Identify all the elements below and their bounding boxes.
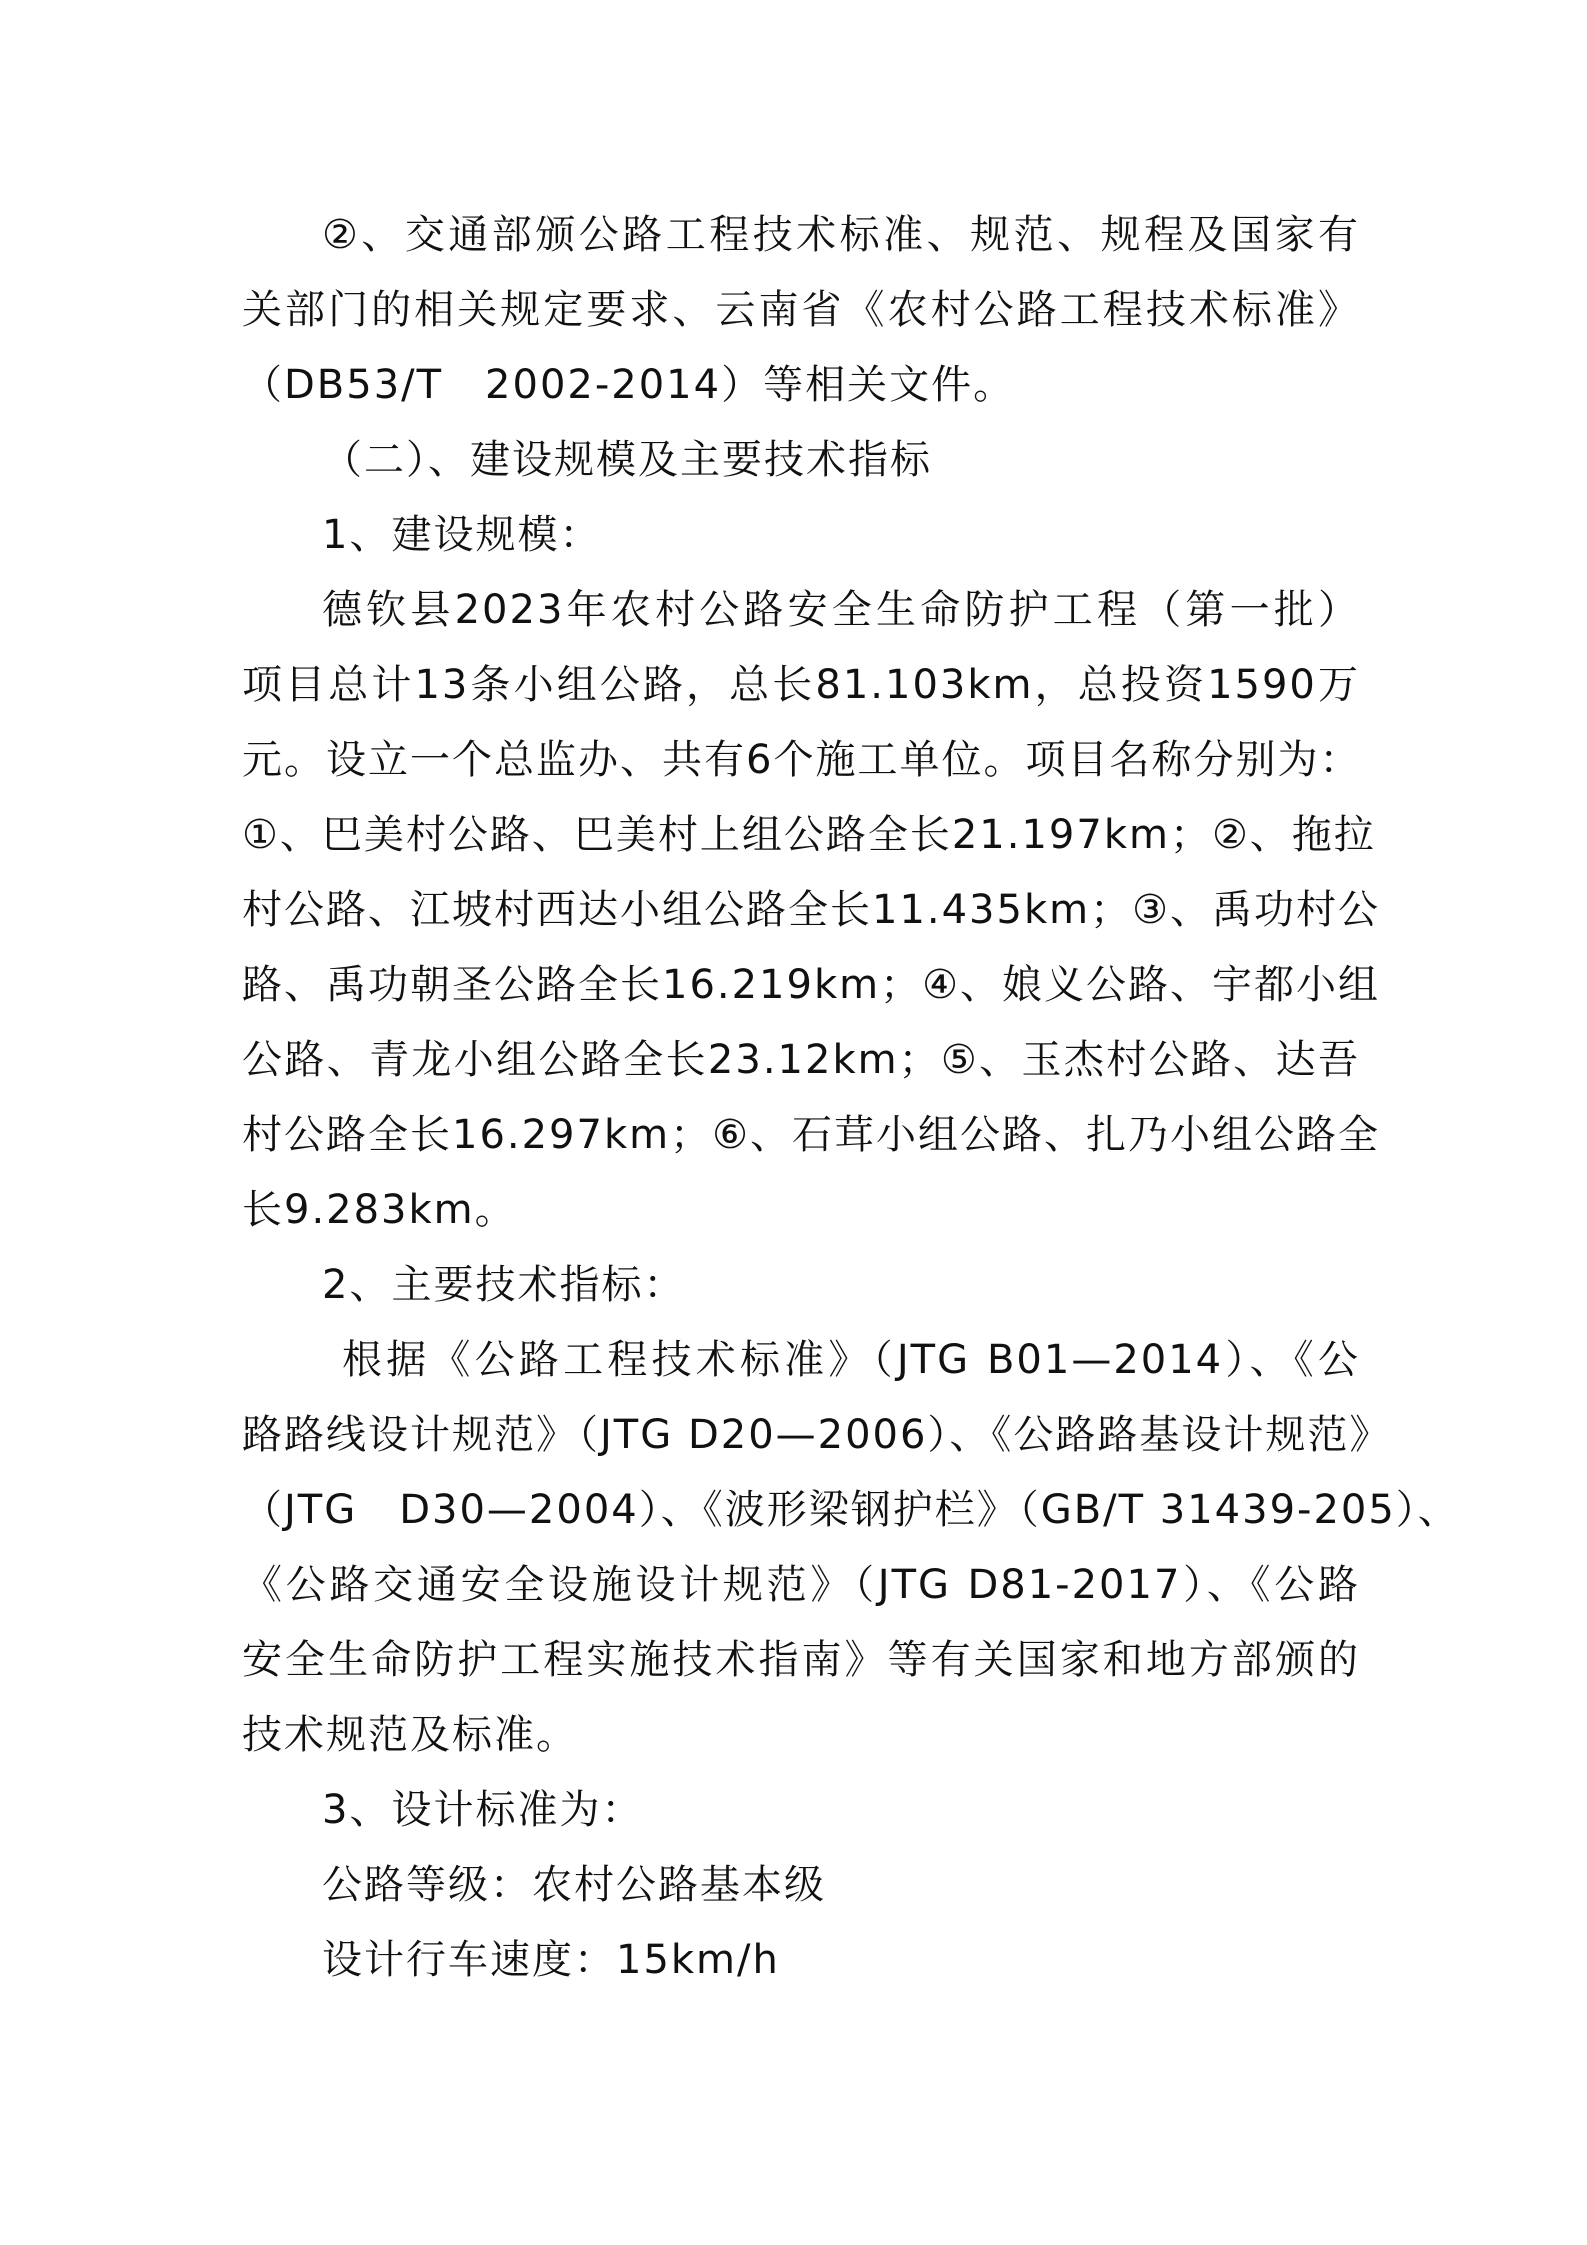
paragraph-line: 村公路全长16.297km；⑥、石茸小组公路、扎乃小组公路全 xyxy=(242,1112,1380,1158)
paragraph-line: 根据《公路工程技术标准》（JTG B01—2014）、《公 xyxy=(342,1337,1360,1383)
paragraph-line: 关部门的相关规定要求、云南省《农村公路工程技术标准》 xyxy=(242,287,1360,333)
paragraph-line: 技术规范及标准。 xyxy=(242,1712,578,1758)
paragraph-line: 项目总计13条小组公路，总长81.103km，总投资1590万 xyxy=(242,662,1360,708)
paragraph-line: 公路、青龙小组公路全长23.12km；⑤、玉杰村公路、达吾 xyxy=(242,1037,1360,1083)
paragraph-line: （JTG D30—2004）、《波形梁钢护栏》（GB/T 31439-205）、 xyxy=(242,1487,1460,1533)
paragraph-line: 《公路交通安全设施设计规范》（JTG D81-2017）、《公路 xyxy=(242,1562,1360,1608)
paragraph-line: 设计行车速度：15km/h xyxy=(322,1937,780,1983)
paragraph-line: 公路等级：农村公路基本级 xyxy=(322,1862,826,1908)
paragraph-line: 路、禹功朝圣公路全长16.219km；④、娘义公路、宇都小组 xyxy=(242,962,1380,1008)
subsection-heading: 2、主要技术指标： xyxy=(322,1262,686,1308)
paragraph-line: ①、巴美村公路、巴美村上组公路全长21.197km；②、拖拉 xyxy=(242,812,1376,858)
paragraph-line: ②、交通部颁公路工程技术标准、规范、规程及国家有 xyxy=(322,212,1360,258)
paragraph-line: 德钦县2023年农村公路安全生命防护工程（第一批） xyxy=(322,587,1360,633)
document-page xyxy=(242,198,1460,1998)
paragraph-line: （DB53/T 2002-2014）等相关文件。 xyxy=(242,362,1016,408)
paragraph-line: 安全生命防护工程实施技术指南》等有关国家和地方部颁的 xyxy=(242,1637,1360,1683)
subsection-heading: 3、设计标准为： xyxy=(322,1787,644,1833)
paragraph-line: 村公路、江坡村西达小组公路全长11.435km；③、禹功村公 xyxy=(242,887,1380,933)
paragraph-line: 元。设立一个总监办、共有6个施工单位。项目名称分别为： xyxy=(242,737,1362,783)
paragraph-line: 路路线设计规范》（JTG D20—2006）、《公路路基设计规范》 xyxy=(242,1412,1392,1458)
section-heading: （二）、建设规模及主要技术指标 xyxy=(322,437,932,483)
paragraph-line: 长9.283km。 xyxy=(242,1187,517,1233)
subsection-heading: 1、建设规模： xyxy=(322,512,602,558)
